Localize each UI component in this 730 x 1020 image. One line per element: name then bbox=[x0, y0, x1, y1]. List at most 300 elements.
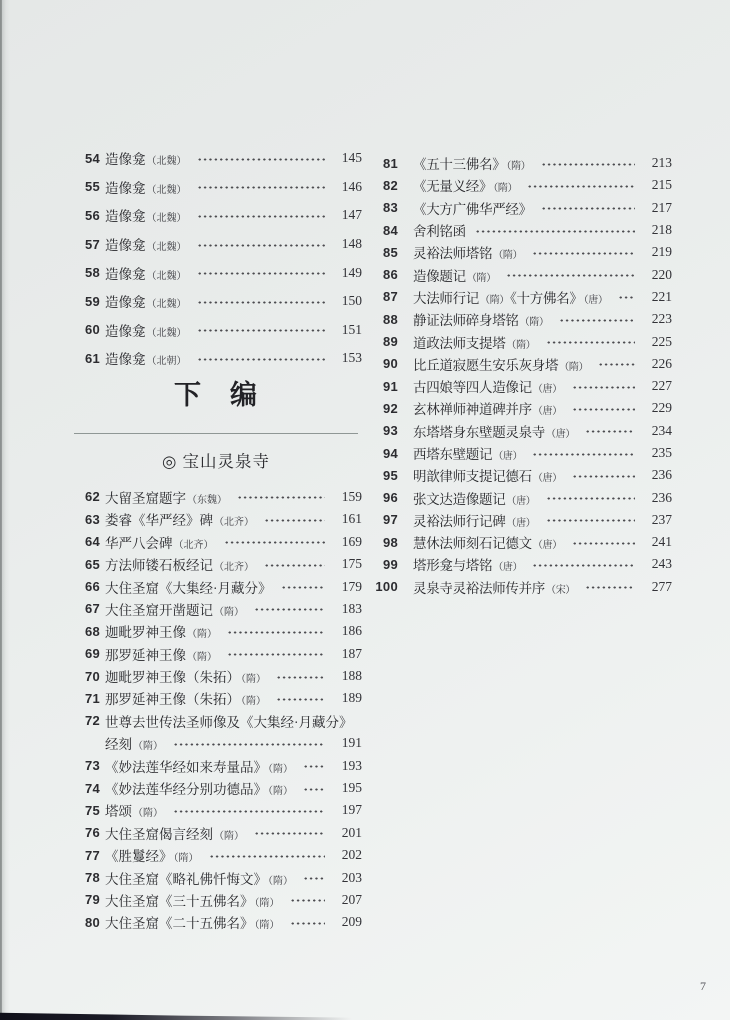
title-text: 慧休法师刻石记德文 bbox=[413, 536, 532, 552]
entry-page: 191 bbox=[341, 735, 362, 751]
title-text: 《十方佛名》 bbox=[510, 290, 583, 306]
entry-page: 179 bbox=[341, 578, 362, 594]
toc-entry bbox=[70, 889, 362, 911]
toc-entry bbox=[374, 509, 672, 531]
toc-entry bbox=[70, 777, 362, 799]
entry-page: 153 bbox=[341, 350, 362, 366]
entry-number: 55 bbox=[84, 179, 100, 195]
dots-leader bbox=[227, 653, 325, 656]
toc-entry bbox=[70, 754, 362, 776]
entry-title bbox=[413, 287, 609, 307]
title-text: 方法师镂石板经记 bbox=[105, 558, 213, 574]
toc-entry bbox=[70, 553, 362, 575]
entry-page: 202 bbox=[341, 847, 362, 863]
title-text: 那罗延神王像（朱拓） bbox=[105, 692, 240, 708]
toc-entry bbox=[374, 152, 672, 174]
dots-leader bbox=[598, 363, 635, 366]
entry-page: 188 bbox=[341, 668, 362, 684]
title-text: 娄睿《华严经》碑 bbox=[105, 513, 213, 529]
dynasty-note: （东魏） bbox=[187, 494, 227, 506]
entry-page: 183 bbox=[341, 600, 362, 616]
entry-number: 59 bbox=[84, 293, 100, 309]
entry-page: 218 bbox=[651, 222, 672, 238]
entry-title bbox=[105, 890, 281, 910]
title-text: 造像龛 bbox=[105, 352, 146, 368]
entry-number: 96 bbox=[382, 490, 398, 506]
entry-title bbox=[105, 644, 218, 664]
entry-title bbox=[105, 868, 294, 888]
entry-number: 70 bbox=[84, 668, 100, 684]
entry-title bbox=[105, 487, 228, 507]
toc-entry bbox=[374, 442, 672, 464]
dynasty-note: （唐） bbox=[493, 451, 523, 462]
dynasty-note: （北朝） bbox=[146, 356, 187, 368]
dynasty-note: （隋） bbox=[268, 786, 293, 798]
title-text: 大住圣窟《略礼佛忏悔文》 bbox=[105, 871, 267, 887]
title-text: 迦毗罗神王像（朱拓） bbox=[105, 670, 240, 686]
title-text: 造像龛 bbox=[105, 180, 146, 196]
title-text: 造像龛 bbox=[105, 238, 146, 254]
toc-entry bbox=[374, 464, 672, 486]
entry-number: 61 bbox=[84, 350, 100, 366]
entry-title bbox=[105, 554, 255, 574]
entry-number: 73 bbox=[84, 758, 100, 774]
entry-title bbox=[105, 912, 281, 932]
entry-number: 85 bbox=[382, 244, 398, 260]
title-text: 明歆律师支提记德石 bbox=[413, 469, 532, 485]
toc-entry bbox=[374, 397, 672, 419]
dots-leader bbox=[197, 358, 326, 361]
entry-number: 89 bbox=[382, 334, 398, 350]
dynasty-note: （隋） bbox=[493, 183, 518, 195]
dynasty-note: （隋） bbox=[559, 361, 589, 373]
toc-entry bbox=[70, 531, 362, 553]
dynasty-note: （唐） bbox=[532, 406, 562, 418]
dots-leader bbox=[264, 564, 325, 567]
entry-number: 92 bbox=[382, 400, 398, 416]
toc-entry bbox=[70, 687, 362, 709]
entry-number: 67 bbox=[84, 601, 100, 617]
dynasty-note: （隋） bbox=[173, 853, 199, 865]
dots-leader bbox=[572, 408, 635, 411]
entry-title bbox=[105, 291, 188, 311]
entry-title bbox=[413, 242, 523, 262]
toc-right-column bbox=[374, 152, 672, 598]
entry-title bbox=[105, 205, 188, 225]
title-text: 大住圣窟偈言经刻 bbox=[105, 826, 213, 842]
entry-title bbox=[413, 488, 537, 508]
entry-title bbox=[105, 621, 218, 641]
title-text: 《无量义经》 bbox=[413, 179, 493, 195]
entry-page: 207 bbox=[341, 891, 362, 907]
dots-leader bbox=[290, 899, 326, 902]
entry-number: 69 bbox=[84, 646, 100, 662]
title-text: 静证法师碎身塔铭 bbox=[413, 313, 519, 329]
entry-number: 68 bbox=[84, 623, 100, 639]
entry-number: 88 bbox=[382, 311, 398, 327]
toc-entry bbox=[70, 710, 362, 732]
title-text: 造像龛 bbox=[105, 323, 146, 339]
title-text: 《胜鬘经》 bbox=[105, 849, 173, 865]
toc-entry bbox=[374, 420, 672, 442]
dynasty-note: （唐） bbox=[532, 540, 562, 552]
toc-entry bbox=[374, 375, 672, 397]
entry-title bbox=[413, 198, 532, 218]
title-text: 灵泉寺灵裕法师传并序 bbox=[413, 580, 545, 596]
entry-title bbox=[413, 577, 576, 597]
entry-title bbox=[105, 778, 294, 798]
entry-number: 98 bbox=[382, 534, 398, 550]
entry-title bbox=[105, 532, 215, 552]
entry-page: 215 bbox=[651, 177, 672, 193]
entry-number: 62 bbox=[84, 489, 100, 505]
dots-leader bbox=[303, 788, 325, 791]
entry-number: 99 bbox=[382, 556, 398, 572]
toc-entry bbox=[374, 197, 672, 219]
dynasty-note: （隋） bbox=[466, 272, 496, 284]
entry-number: 72 bbox=[84, 713, 100, 729]
entry-page: 193 bbox=[341, 757, 362, 773]
toc-entry bbox=[70, 866, 362, 888]
entry-page: 236 bbox=[651, 489, 672, 505]
page-edge-line bbox=[0, 0, 2, 1020]
dots-leader bbox=[197, 186, 326, 189]
dots-leader bbox=[197, 272, 326, 275]
title-text: 《妙法莲华经如来寿量品》 bbox=[105, 759, 267, 775]
entry-title bbox=[413, 309, 550, 329]
toc-entry bbox=[374, 241, 672, 263]
dots-leader bbox=[546, 519, 635, 522]
dynasty-note: （北魏） bbox=[146, 327, 187, 339]
title-text: 造像龛 bbox=[105, 152, 146, 168]
entry-title bbox=[105, 688, 267, 708]
page-number: 7 bbox=[700, 979, 706, 993]
entry-title bbox=[413, 265, 497, 285]
title-text: 舍利铭函 bbox=[413, 224, 466, 240]
toc-entry bbox=[374, 576, 672, 598]
dynasty-note: （隋） bbox=[187, 651, 217, 663]
entry-number: 64 bbox=[84, 534, 100, 550]
dots-leader bbox=[546, 497, 635, 500]
photo-background-edge bbox=[0, 1012, 400, 1020]
title-text: 古四娘等四人造像记 bbox=[413, 380, 532, 396]
title-text: 《五十三佛名》 bbox=[413, 157, 506, 173]
entry-number: 86 bbox=[382, 267, 398, 283]
dots-leader bbox=[276, 698, 325, 701]
entry-number: 100 bbox=[375, 579, 398, 595]
dots-leader bbox=[532, 453, 635, 456]
entry-title bbox=[413, 443, 523, 463]
entry-page: 243 bbox=[651, 556, 672, 572]
title-text: 大住圣窟《二十五佛名》 bbox=[105, 916, 254, 932]
entry-page: 229 bbox=[651, 400, 672, 416]
toc-entry bbox=[70, 911, 362, 933]
dots-leader bbox=[541, 207, 635, 210]
entry-title bbox=[105, 711, 353, 731]
entry-page: 227 bbox=[651, 378, 672, 394]
entry-page: 217 bbox=[651, 199, 672, 215]
entry-number: 63 bbox=[84, 511, 100, 527]
dots-leader bbox=[254, 608, 325, 611]
toc-entry bbox=[70, 316, 362, 345]
dynasty-note: （唐） bbox=[493, 562, 523, 574]
entry-title bbox=[413, 153, 532, 173]
entry-number: 97 bbox=[382, 512, 398, 528]
dots-leader bbox=[546, 341, 635, 344]
dynasty-note: （隋） bbox=[133, 808, 163, 820]
entry-number: 65 bbox=[84, 556, 100, 572]
dynasty-note: （隋） bbox=[214, 830, 244, 842]
part-heading: 下 编 bbox=[174, 379, 258, 410]
title-text: 造像龛 bbox=[105, 295, 146, 311]
entry-number: 57 bbox=[84, 236, 100, 252]
entry-page: 146 bbox=[341, 178, 362, 194]
toc-entry bbox=[70, 144, 362, 173]
dynasty-note: （隋） bbox=[241, 696, 266, 708]
entry-page: 220 bbox=[651, 266, 672, 282]
toc-entry bbox=[70, 258, 362, 287]
dots-leader bbox=[197, 215, 326, 218]
entry-page: 159 bbox=[341, 488, 362, 504]
toc-entry bbox=[70, 201, 362, 230]
entry-title bbox=[413, 220, 466, 240]
dots-leader bbox=[532, 252, 635, 255]
entry-page: 197 bbox=[341, 802, 362, 818]
entry-number: 80 bbox=[84, 914, 100, 930]
toc-entry bbox=[374, 219, 672, 241]
entry-page: 219 bbox=[651, 244, 672, 260]
entry-number: 91 bbox=[382, 378, 398, 394]
toc-list-right bbox=[374, 152, 672, 598]
dots-leader bbox=[264, 519, 325, 522]
entry-title bbox=[413, 376, 563, 396]
dots-leader bbox=[173, 743, 325, 746]
toc-entry bbox=[374, 353, 672, 375]
toc-entry bbox=[374, 174, 672, 196]
entry-title bbox=[105, 800, 164, 820]
dynasty-note: （隋） bbox=[214, 606, 244, 618]
entry-title bbox=[105, 348, 188, 368]
entry-title bbox=[413, 532, 563, 552]
dots-leader bbox=[197, 158, 326, 161]
title-text: 世尊去世传法圣师像及《大集经·月藏分》 bbox=[105, 714, 353, 730]
entry-number: 78 bbox=[84, 870, 100, 886]
title-text: 大住圣窟开凿题记 bbox=[105, 602, 213, 618]
toc-entry bbox=[70, 642, 362, 664]
entry-number: 77 bbox=[84, 847, 100, 863]
dynasty-note: （北魏） bbox=[146, 156, 187, 168]
entry-page: 235 bbox=[651, 445, 672, 460]
entry-page: 209 bbox=[341, 914, 362, 930]
title-text: 经刻 bbox=[105, 737, 132, 753]
toc-list-baoshan bbox=[70, 486, 362, 934]
entry-number: 94 bbox=[382, 445, 398, 461]
entry-title bbox=[413, 398, 563, 418]
entry-title bbox=[105, 756, 294, 776]
entry-number: 60 bbox=[84, 322, 100, 338]
entry-title bbox=[413, 175, 518, 195]
title-text: 造像龛 bbox=[105, 209, 146, 225]
title-text: 灵裕法师行记碑 bbox=[413, 513, 506, 529]
title-text: 大住圣窟《大集经·月藏分》 bbox=[105, 580, 272, 596]
dynasty-note: （隋） bbox=[493, 250, 523, 262]
entry-page: 145 bbox=[341, 150, 362, 166]
entry-title bbox=[413, 465, 563, 485]
entry-page: 236 bbox=[651, 467, 672, 483]
entry-page: 234 bbox=[651, 422, 672, 438]
entry-page: 241 bbox=[651, 534, 672, 550]
entry-page: 148 bbox=[341, 236, 362, 252]
entry-title bbox=[413, 354, 589, 374]
title-text: 灵裕法师塔铭 bbox=[413, 246, 493, 262]
dots-leader bbox=[197, 329, 326, 332]
entry-number: 56 bbox=[84, 207, 100, 223]
dots-leader bbox=[572, 542, 635, 545]
dynasty-note: （隋） bbox=[480, 294, 510, 306]
entry-page: 221 bbox=[651, 288, 672, 304]
toc-entry bbox=[70, 844, 362, 866]
dynasty-note: （隋） bbox=[506, 339, 536, 351]
entry-number: 66 bbox=[84, 579, 100, 594]
title-text: 张文达造像题记 bbox=[413, 491, 506, 507]
dots-leader bbox=[276, 676, 325, 679]
dots-leader bbox=[475, 230, 635, 233]
entry-page: 149 bbox=[341, 264, 362, 280]
toc-entry bbox=[374, 308, 672, 330]
entry-number: 75 bbox=[84, 802, 100, 818]
toc-entry bbox=[70, 575, 362, 597]
toc-entry bbox=[70, 344, 362, 373]
entry-title bbox=[105, 666, 267, 686]
dots-leader bbox=[197, 301, 326, 304]
dots-leader bbox=[237, 496, 325, 499]
title-text: 西塔东壁题记 bbox=[413, 447, 493, 462]
entry-title bbox=[105, 823, 245, 843]
dynasty-note: （隋） bbox=[506, 161, 531, 173]
entry-title bbox=[105, 234, 188, 254]
title-text: 大留圣窟题字 bbox=[105, 490, 186, 506]
entry-page: 223 bbox=[651, 311, 672, 327]
title-text: 东塔塔身东壁题灵泉寺 bbox=[413, 424, 545, 440]
entry-title bbox=[105, 577, 272, 597]
toc-entry bbox=[374, 330, 672, 352]
toc-entry bbox=[70, 508, 362, 530]
dots-leader bbox=[572, 386, 635, 389]
entry-page: 186 bbox=[341, 623, 362, 639]
dynasty-note: （唐） bbox=[532, 473, 562, 485]
dots-leader bbox=[209, 855, 326, 858]
entry-title bbox=[413, 510, 537, 530]
dynasty-note: （北魏） bbox=[146, 184, 187, 196]
toc-entry bbox=[70, 822, 362, 844]
dots-leader bbox=[227, 631, 325, 634]
dynasty-note: （唐） bbox=[506, 495, 536, 507]
dynasty-note: （隋） bbox=[187, 629, 217, 641]
entry-number: 95 bbox=[382, 467, 398, 483]
toc-entry bbox=[374, 263, 672, 285]
dots-leader bbox=[224, 541, 326, 544]
entry-title bbox=[413, 554, 523, 574]
toc-entry bbox=[374, 553, 672, 575]
entry-page: 277 bbox=[651, 578, 672, 594]
entry-page: 150 bbox=[341, 293, 362, 309]
dynasty-note: （唐） bbox=[532, 384, 562, 396]
dynasty-note: （隋） bbox=[519, 317, 549, 329]
title-text: 造像龛 bbox=[105, 266, 146, 282]
dots-leader bbox=[290, 922, 326, 925]
dots-leader bbox=[585, 586, 635, 589]
dots-leader bbox=[618, 296, 635, 299]
dots-leader bbox=[173, 810, 325, 813]
entry-number: 54 bbox=[84, 150, 100, 166]
dots-leader bbox=[572, 475, 635, 478]
toc-entry bbox=[70, 665, 362, 687]
entry-title bbox=[105, 845, 200, 865]
title-text: 《妙法莲华经分别功德品》 bbox=[105, 782, 267, 798]
entry-title bbox=[105, 599, 245, 619]
entry-number: 93 bbox=[382, 423, 398, 439]
dynasty-note: （隋） bbox=[133, 741, 163, 753]
title-text: 造像题记 bbox=[413, 268, 466, 284]
dynasty-note: （北魏） bbox=[146, 242, 187, 254]
entry-title bbox=[105, 263, 188, 283]
title-text: 比丘道寂愿生安乐灰身塔 bbox=[413, 357, 559, 373]
entry-title bbox=[105, 733, 164, 753]
entry-page: 225 bbox=[651, 333, 672, 349]
entry-page: 175 bbox=[341, 556, 362, 572]
entry-number: 83 bbox=[382, 200, 398, 216]
entry-page: 147 bbox=[341, 207, 362, 223]
toc-entry bbox=[374, 486, 672, 508]
entry-page: 203 bbox=[341, 869, 362, 885]
entry-title bbox=[105, 148, 188, 168]
entry-title bbox=[105, 177, 188, 197]
entry-title bbox=[413, 332, 537, 352]
section-divider bbox=[74, 433, 358, 434]
dynasty-note: （隋） bbox=[268, 763, 293, 775]
entry-number: 90 bbox=[382, 356, 398, 372]
title-text: 迦毗罗神王像 bbox=[105, 625, 186, 641]
dynasty-note: （北齐） bbox=[214, 517, 254, 529]
entry-page: 151 bbox=[341, 321, 362, 337]
dynasty-note: （北齐） bbox=[173, 539, 214, 551]
entry-title bbox=[105, 509, 255, 529]
entry-page: 226 bbox=[651, 355, 672, 371]
toc-list-upper bbox=[70, 144, 362, 373]
dots-leader bbox=[541, 163, 635, 166]
title-text: 华严八会碑 bbox=[105, 535, 173, 551]
entry-title bbox=[105, 320, 188, 340]
entry-title bbox=[413, 421, 576, 441]
entry-number: 76 bbox=[84, 825, 100, 841]
dots-leader bbox=[532, 564, 635, 567]
dynasty-note: （隋） bbox=[254, 897, 280, 909]
toc-entry bbox=[70, 287, 362, 316]
entry-number: 74 bbox=[84, 780, 100, 796]
dots-leader bbox=[559, 319, 635, 322]
entry-page: 161 bbox=[341, 511, 362, 527]
dots-leader bbox=[527, 185, 635, 188]
entry-page: 187 bbox=[341, 645, 362, 661]
dynasty-note: （宋） bbox=[546, 584, 576, 596]
title-text: 道政法师支提塔 bbox=[413, 335, 506, 351]
toc-entry bbox=[70, 173, 362, 202]
entry-number: 79 bbox=[84, 892, 100, 908]
toc-entry bbox=[70, 598, 362, 620]
title-text: 塔形龛与塔铭 bbox=[413, 558, 493, 574]
dots-leader bbox=[303, 765, 325, 768]
dynasty-note: （唐） bbox=[583, 294, 608, 306]
